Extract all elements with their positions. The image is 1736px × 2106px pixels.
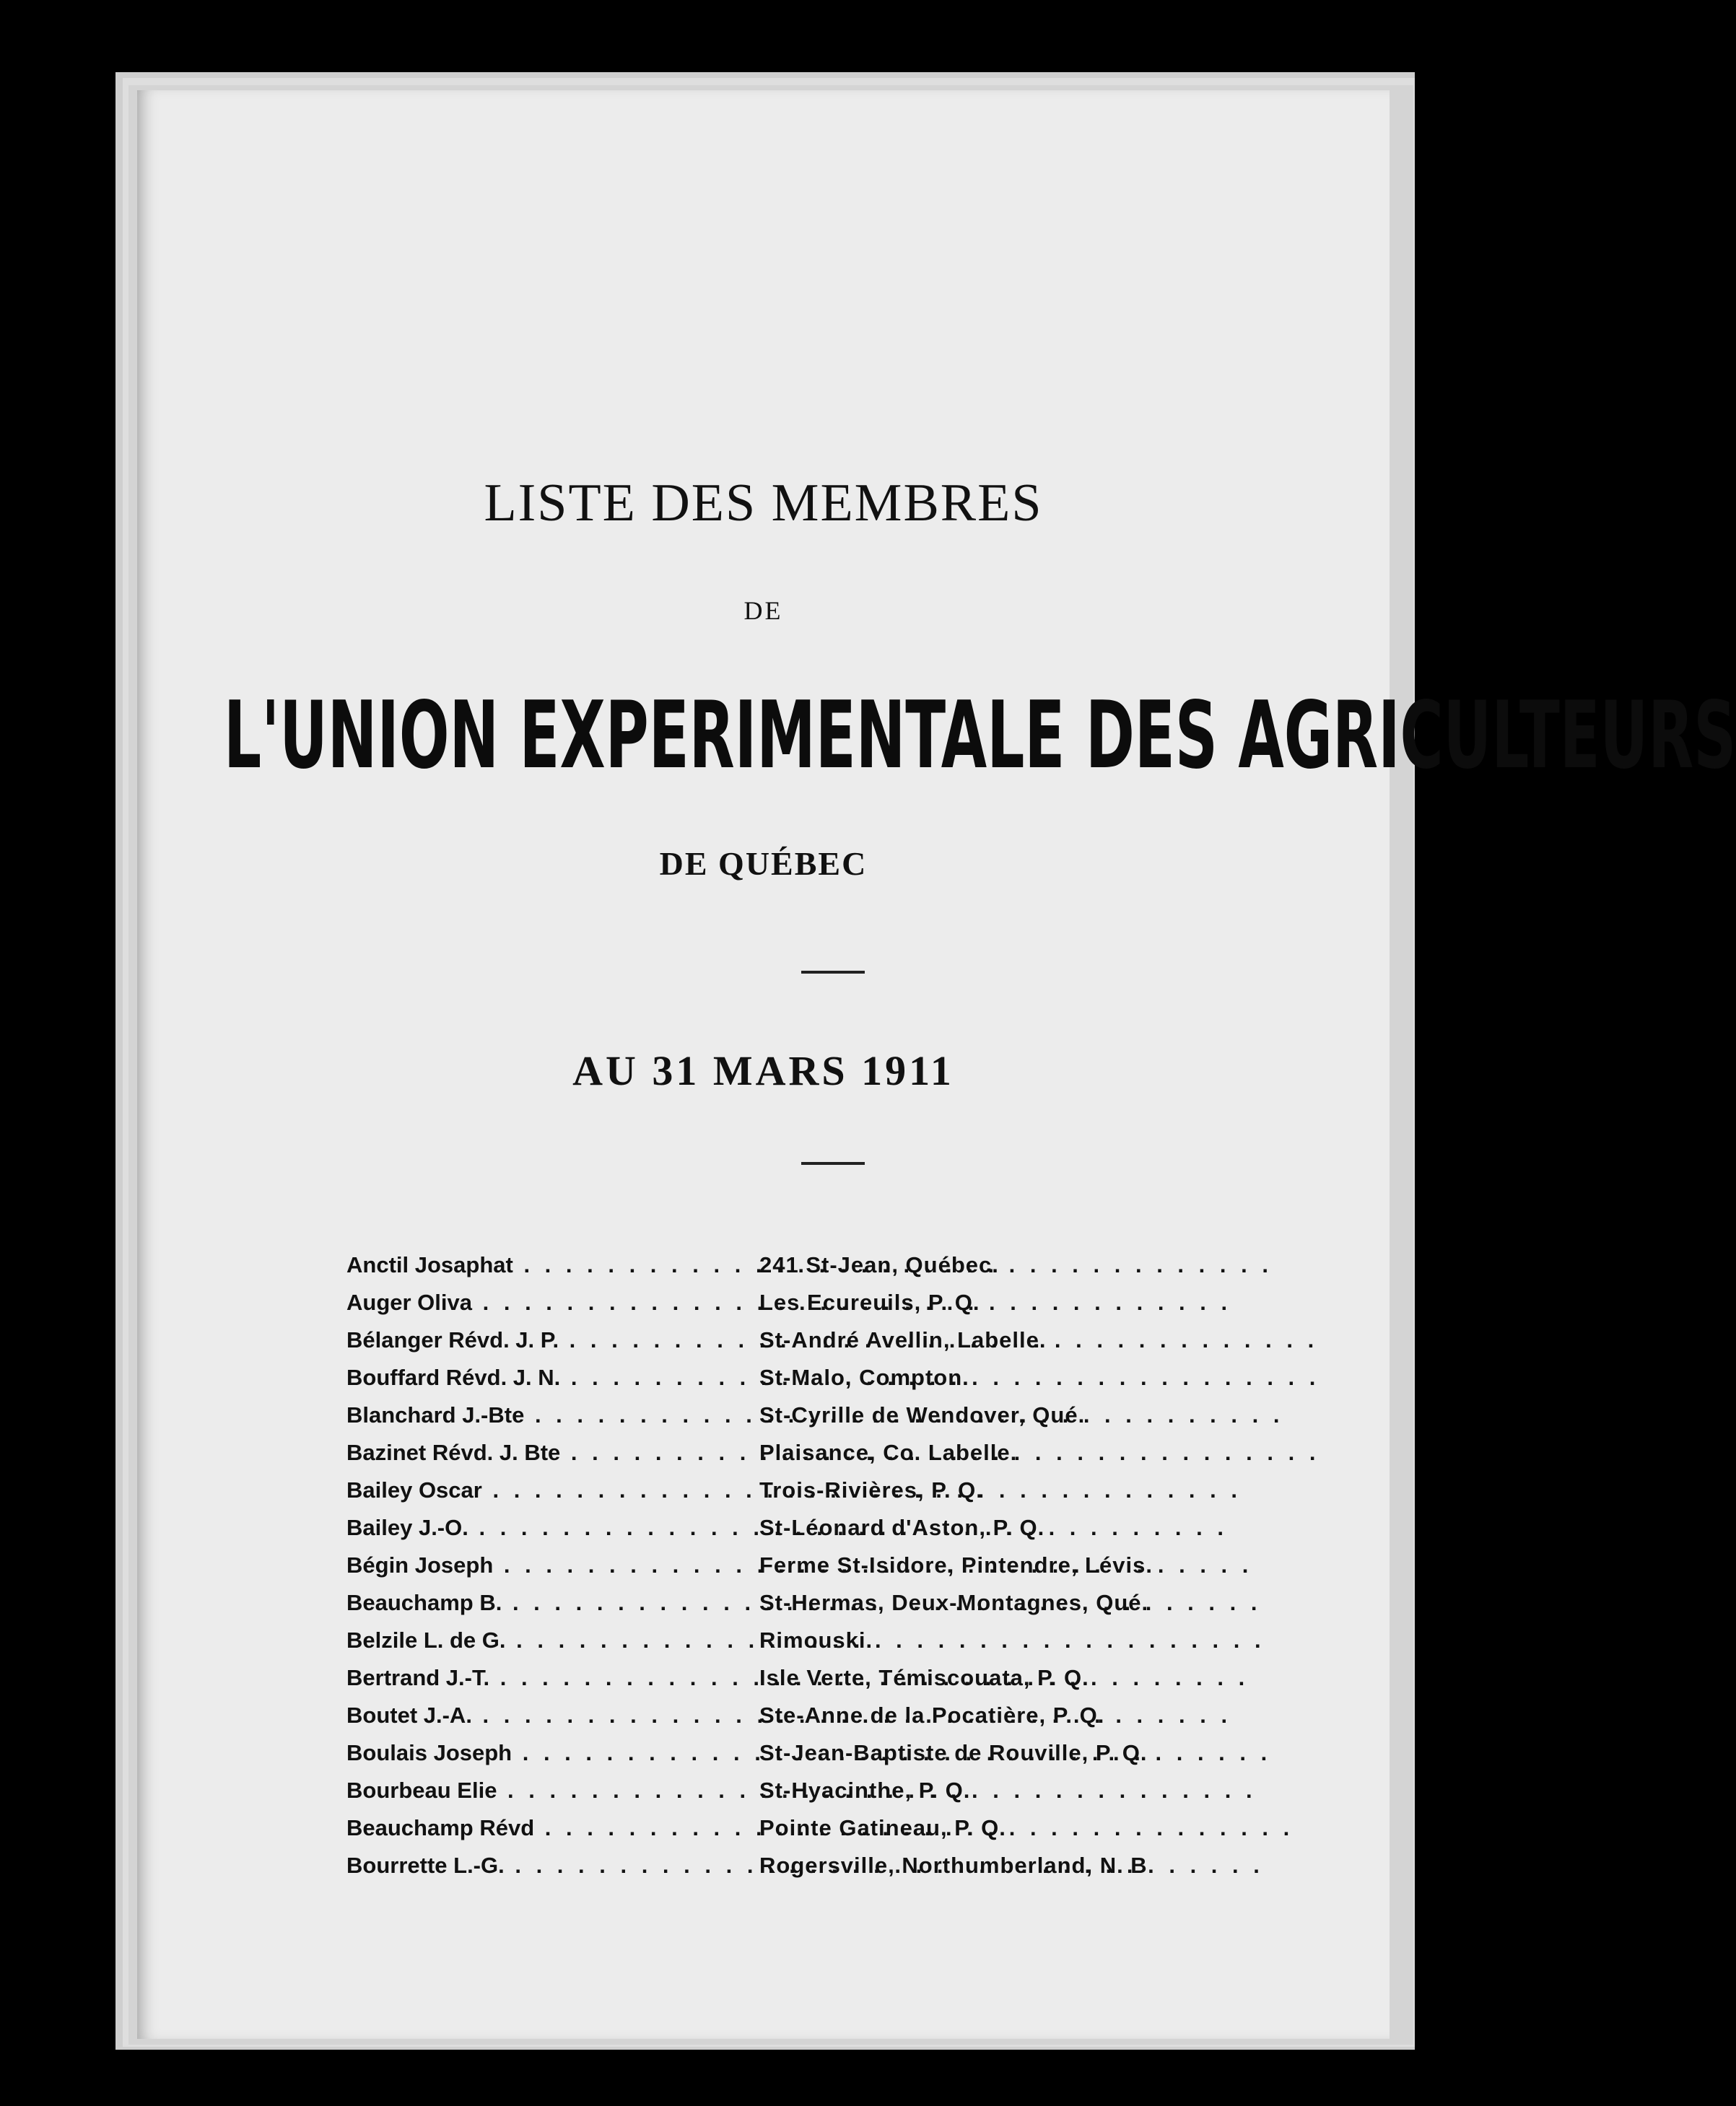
list-item [346,1552,1386,1590]
member-address: Ferme St-Isidore, Pintendre, Lévis. [759,1552,1153,1578]
member-address: Isle Verte, Témiscouata, P. Q. [759,1665,1089,1690]
member-name: Bouffard Révd. J. N. . . . [346,1365,751,1391]
member-address: Trois-Rivières, P. Q. [759,1477,983,1503]
member-address: Plaisance, Co. Labelle. [759,1440,1018,1465]
member-name: Bailey J.-O. . . . [346,1515,751,1541]
list-item [346,1477,1386,1515]
list-item [346,1327,1386,1365]
member-name: Beauchamp B. . . . [346,1590,751,1616]
member-name: Bélanger Révd. J. P. . . . [346,1327,751,1353]
member-name: Bégin Joseph . . . [346,1552,751,1578]
list-item [346,1252,1386,1290]
member-name: Bailey Oscar . . . [346,1477,751,1503]
list-item [346,1590,1386,1627]
list-item [346,1815,1386,1853]
heading-union: L'UNION EXPERIMENTALE DES AGRICULTEURS [224,682,1736,790]
list-item [346,1515,1386,1552]
member-name: Anctil Josaphat . . . [346,1252,751,1278]
member-address: St-Hyacinthe, P. Q. [759,1778,971,1803]
list-item [346,1665,1386,1703]
member-name: Beauchamp Révd . . . [346,1815,751,1841]
member-address: Ste-Anne de la Pocatière, P. Q. [759,1703,1105,1728]
member-address: St-André Avellin, Labelle. [759,1327,1047,1353]
member-name: Bourbeau Elie . . . [346,1778,751,1804]
member-name: Bazinet Révd. J. Bte . . . [346,1440,751,1466]
member-name: Auger Oliva . . . [346,1290,751,1316]
list-item [346,1740,1386,1778]
list-item [346,1703,1386,1740]
member-address: Rogersville, Northumberland, N. B [759,1853,1148,1878]
member-name: Bertrand J.-T. . . . [346,1665,751,1691]
member-name: Blanchard J.-Bte . . . [346,1402,751,1428]
heading-quebec: DE QUÉBEC [659,845,868,882]
list-item [346,1627,1386,1665]
member-name: Bourrette L.-G. . . . [346,1853,751,1879]
divider [801,971,865,974]
heading-de: DE [743,596,783,625]
member-address: St-Hermas, Deux-Montagnes, Qué. [759,1590,1149,1615]
list-item [346,1365,1386,1402]
list-item [346,1290,1386,1327]
member-name: Boutet J.-A. . . . [346,1703,751,1729]
list-item [346,1402,1386,1440]
member-address: 241 St-Jean, Québec. [759,1252,999,1277]
member-address: St-Malo, Compton. [759,1365,969,1390]
list-item [346,1853,1386,1890]
heading-title: LISTE DES MEMBRES [484,473,1043,533]
book-page [137,90,1736,2039]
member-address: St-Léonard d'Aston, P. Q. [759,1515,1045,1540]
member-address: Les Ecureuils, P. Q. [759,1290,980,1315]
member-name: Belzile L. de G. . . . [346,1627,751,1653]
list-item [346,1440,1386,1477]
member-address: Pointe Gatineau, P. Q. [759,1815,1006,1840]
member-list [346,1252,1386,1890]
member-address: Rimouski. [759,1627,873,1653]
heading-date: AU 31 MARS 1911 [572,1047,954,1094]
member-name: Boulais Joseph . . . [346,1740,751,1766]
member-address: St-Cyrille de Wendover, Qué. [759,1402,1086,1428]
member-address: St-Jean-Baptiste de Rouville, P. Q. [759,1740,1148,1765]
list-item [346,1778,1386,1815]
divider [801,1162,865,1165]
